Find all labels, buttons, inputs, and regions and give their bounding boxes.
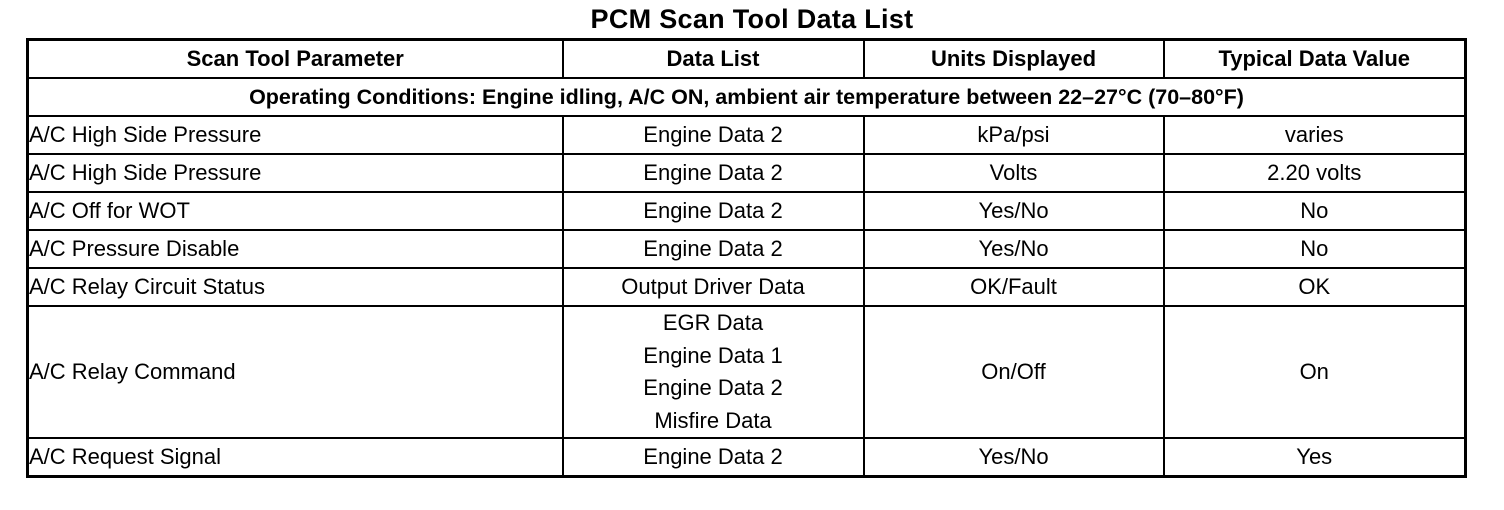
parameter-cell: A/C High Side Pressure [28,154,563,192]
units-cell: On/Off [864,306,1164,438]
typical-value-cell: No [1164,230,1466,268]
units-cell: OK/Fault [864,268,1164,306]
parameter-cell: A/C Pressure Disable [28,230,563,268]
units-cell: Yes/No [864,230,1164,268]
table-row [28,192,1466,230]
typical-value-cell: Yes [1164,438,1466,477]
data-list-cell: Output Driver Data [563,268,864,306]
column-header-data-list: Data List [563,40,864,79]
table-header-row [28,40,1466,79]
operating-conditions: Operating Conditions: Engine idling, A/C ON, ambient air temperature between 22–27°C (70–80°F) [28,78,1466,116]
page-title: PCM Scan Tool Data List [590,4,914,34]
column-header-typical-value: Typical Data Value [1164,40,1466,79]
units-cell: Yes/No [864,438,1164,477]
data-list-cell: Engine Data 2 [563,116,864,154]
table-row [28,268,1466,306]
typical-value-cell: varies [1164,116,1466,154]
units-cell: kPa/psi [864,116,1164,154]
data-list-cell [563,306,864,438]
typical-value-cell: No [1164,192,1466,230]
table-row [28,230,1466,268]
column-header-units: Units Displayed [864,40,1164,79]
data-list-cell: Engine Data 2 [563,192,864,230]
units-cell: Yes/No [864,192,1164,230]
data-list-item: Engine Data 2 [643,375,783,400]
scan-tool-data-table [26,38,1467,478]
units-cell: Volts [864,154,1164,192]
typical-value-cell: 2.20 volts [1164,154,1466,192]
parameter-cell: A/C Request Signal [28,438,563,477]
table-row [28,154,1466,192]
parameter-cell: A/C Relay Circuit Status [28,268,563,306]
column-header-parameter: Scan Tool Parameter [28,40,563,79]
table-row [28,306,1466,438]
parameter-cell: A/C High Side Pressure [28,116,563,154]
typical-value-cell: On [1164,306,1466,438]
parameter-cell: A/C Off for WOT [28,192,563,230]
data-list-item: EGR Data [662,310,764,335]
parameter-cell: A/C Relay Command [28,306,563,438]
data-list-cell: Engine Data 2 [563,154,864,192]
typical-value-cell: OK [1164,268,1466,306]
table-row [28,116,1466,154]
data-list-cell: Engine Data 2 [563,230,864,268]
table-row [28,438,1466,477]
data-list-cell: Engine Data 2 [563,438,864,477]
operating-conditions-row [28,78,1466,116]
data-list-item: Engine Data 1 [643,342,783,368]
data-list-item: Misfire Data [654,407,772,433]
